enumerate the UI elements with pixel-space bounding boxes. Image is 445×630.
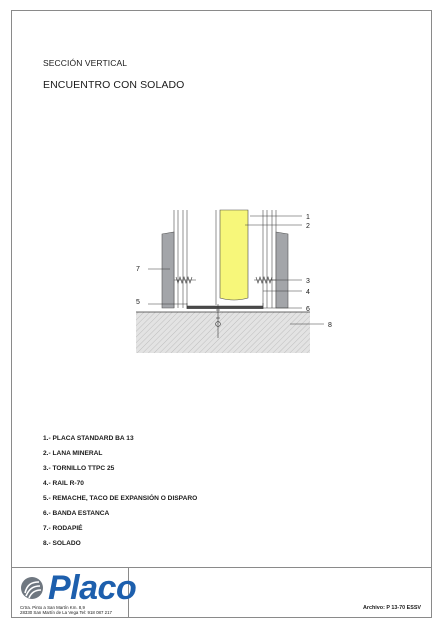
callout-8: 8 [328, 322, 332, 329]
floor-slab [136, 312, 310, 353]
address-line-2: 28330 San Martín de La Vega Tel: 918 087 217 [20, 610, 112, 615]
legend-list [43, 434, 197, 554]
board-left [174, 210, 187, 308]
screw-left [174, 277, 196, 283]
board-right [263, 210, 276, 308]
callout-4: 4 [306, 289, 310, 296]
legend-item: 8.- SOLADO [43, 540, 81, 547]
mineral-wool [220, 210, 248, 300]
address-line-1: Crtra. Pinto a San Martín Km. 8,9 [20, 605, 85, 610]
vertical-section-drawing [120, 200, 350, 360]
title-block [11, 567, 432, 618]
drawing-title: ENCUENTRO CON SOLADO [43, 79, 185, 91]
skirting-left [162, 232, 174, 308]
legend-item: 7.- RODAPIÉ [43, 525, 83, 532]
section-label: SECCIÓN VERTICAL [43, 58, 128, 68]
placo-logo-icon [20, 576, 44, 600]
callout-6: 6 [306, 306, 310, 313]
skirting-right [276, 232, 288, 308]
file-reference: Archivo: P 13-70 ESSV [363, 605, 422, 611]
legend-item: 2.- LANA MINERAL [43, 450, 103, 457]
legend-item: 5.- REMACHE, TACO DE EXPANSIÓN O DISPARO [43, 495, 198, 502]
legend-item: 1.- PLACA STANDARD BA 13 [43, 435, 134, 442]
callout-5: 5 [136, 299, 140, 306]
callout-3: 3 [306, 278, 310, 285]
callout-2: 2 [306, 223, 310, 230]
callout-1: 1 [306, 214, 310, 221]
legend-item: 3.- TORNILLO TTPC 25 [43, 465, 115, 472]
legend-item: 6.- BANDA ESTANCA [43, 510, 110, 517]
callout-7: 7 [136, 266, 140, 273]
legend-item: 4.- RAIL R-70 [43, 480, 84, 487]
brand-logo-text: Placo [48, 569, 137, 607]
